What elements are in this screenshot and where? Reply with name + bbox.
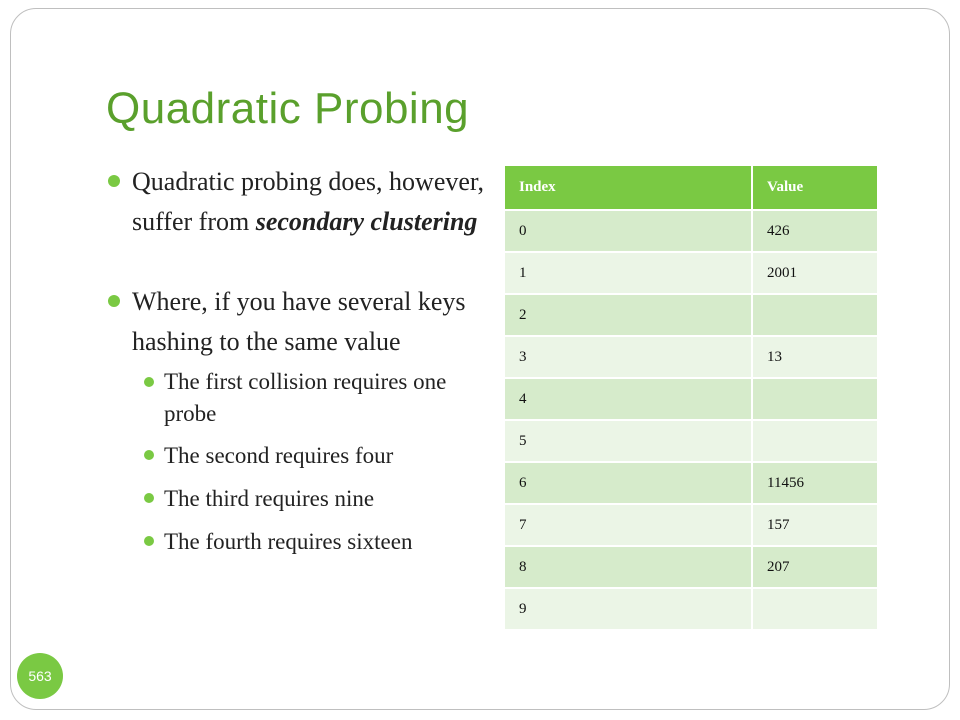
bullet-same-value [106, 282, 498, 559]
value-cell [752, 420, 878, 462]
value-cell: 426 [752, 210, 878, 252]
hash-table [505, 166, 879, 631]
bullet-list [106, 162, 498, 568]
header-value: Value [752, 166, 878, 210]
table-row [505, 252, 878, 294]
table-row [505, 336, 878, 378]
index-cell: 6 [505, 462, 752, 504]
table-row [505, 546, 878, 588]
sub-bullet-item: The fourth requires sixteen [132, 525, 498, 559]
sub-bullet-list [132, 366, 498, 559]
page-number-badge: 563 [17, 653, 63, 699]
table-row [505, 210, 878, 252]
index-cell: 7 [505, 504, 752, 546]
value-cell: 11456 [752, 462, 878, 504]
index-cell: 2 [505, 294, 752, 336]
index-cell: 3 [505, 336, 752, 378]
slide-title: Quadratic Probing [106, 84, 470, 133]
table-header-row [505, 166, 878, 210]
value-cell: 207 [752, 546, 878, 588]
emphasis-term: secondary clustering [255, 207, 478, 236]
index-cell: 9 [505, 588, 752, 630]
table-row [505, 378, 878, 420]
bullet-text: Quadratic probing does, however, suffer from [132, 167, 485, 236]
index-cell: 8 [505, 546, 752, 588]
table-row [505, 420, 878, 462]
value-cell: 13 [752, 336, 878, 378]
value-cell [752, 588, 878, 630]
index-cell: 0 [505, 210, 752, 252]
index-cell: 4 [505, 378, 752, 420]
bullet-secondary-clustering [106, 162, 498, 242]
sub-bullet-item: The third requires nine [132, 482, 498, 516]
value-cell [752, 294, 878, 336]
header-index: Index [505, 166, 752, 210]
index-cell: 1 [505, 252, 752, 294]
table-row [505, 588, 878, 630]
index-cell: 5 [505, 420, 752, 462]
sub-bullet-item: The second requires four [132, 439, 498, 473]
sub-bullet-item: The first collision requires one probe [132, 366, 498, 430]
table-row [505, 504, 878, 546]
value-cell: 2001 [752, 252, 878, 294]
table-row [505, 462, 878, 504]
value-cell: 157 [752, 504, 878, 546]
value-cell [752, 378, 878, 420]
table-row [505, 294, 878, 336]
bullet-text: Where, if you have several keys hashing to the same value [132, 287, 466, 356]
